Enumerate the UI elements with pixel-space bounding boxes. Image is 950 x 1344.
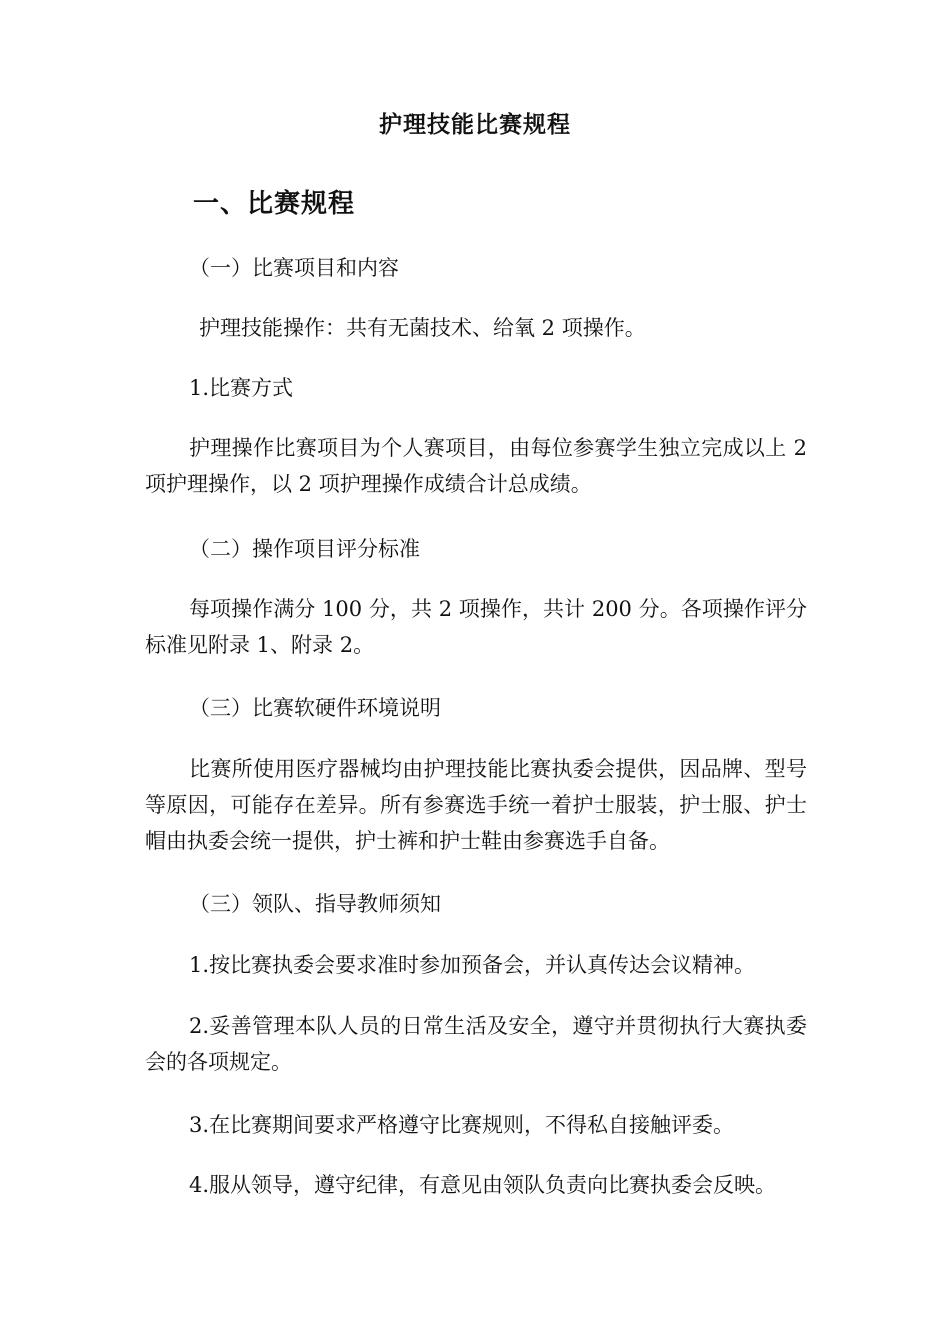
competition-method-text: 护理操作比赛项目为个人赛项目，由每位参赛学生独立完成以上 2 项护理操作，以 2 项护理操作成绩合计总成绩。 bbox=[145, 436, 807, 496]
environment-text: 比赛所使用医疗器械均由护理技能比赛执委会提供，因品牌、型号等原因，可能存在差异。所有参赛选手统一着护士服装，护士服、护士帽由执委会统一提供，护士裤和护士鞋由参赛选手自备。 bbox=[145, 757, 807, 853]
subsection-heading-leaders: （三）领队、指导教师须知 bbox=[189, 892, 441, 916]
subsection-heading-scoring: （二）操作项目评分标准 bbox=[189, 537, 420, 561]
section-heading-competition-rules: 一、比赛规程 bbox=[193, 189, 356, 219]
subsection-heading-environment: （三）比赛软硬件环境说明 bbox=[189, 696, 441, 720]
leader-rule-1: 1.按比赛执委会要求准时参加预备会，并认真传达会议精神。 bbox=[189, 953, 756, 977]
items-content-text: 护理技能操作：共有无菌技术、给氧 2 项操作。 bbox=[199, 316, 646, 340]
leader-rule-4: 4.服从领导，遵守纪律，有意见由领队负责向比赛执委会反映。 bbox=[189, 1173, 777, 1197]
subsection-heading-items: （一）比赛项目和内容 bbox=[189, 256, 399, 280]
scoring-text: 每项操作满分 100 分，共 2 项操作，共计 200 分。各项操作评分标准见附录 1、附录 2。 bbox=[145, 597, 807, 657]
document-title: 护理技能比赛规程 bbox=[379, 112, 571, 138]
competition-method-heading: 1.比赛方式 bbox=[189, 376, 294, 400]
leader-rule-3: 3.在比赛期间要求严格遵守比赛规则，不得私自接触评委。 bbox=[189, 1113, 735, 1137]
leader-rule-2: 2.妥善管理本队人员的日常生活及安全，遵守并贯彻执行大赛执委会的各项规定。 bbox=[145, 1014, 807, 1074]
